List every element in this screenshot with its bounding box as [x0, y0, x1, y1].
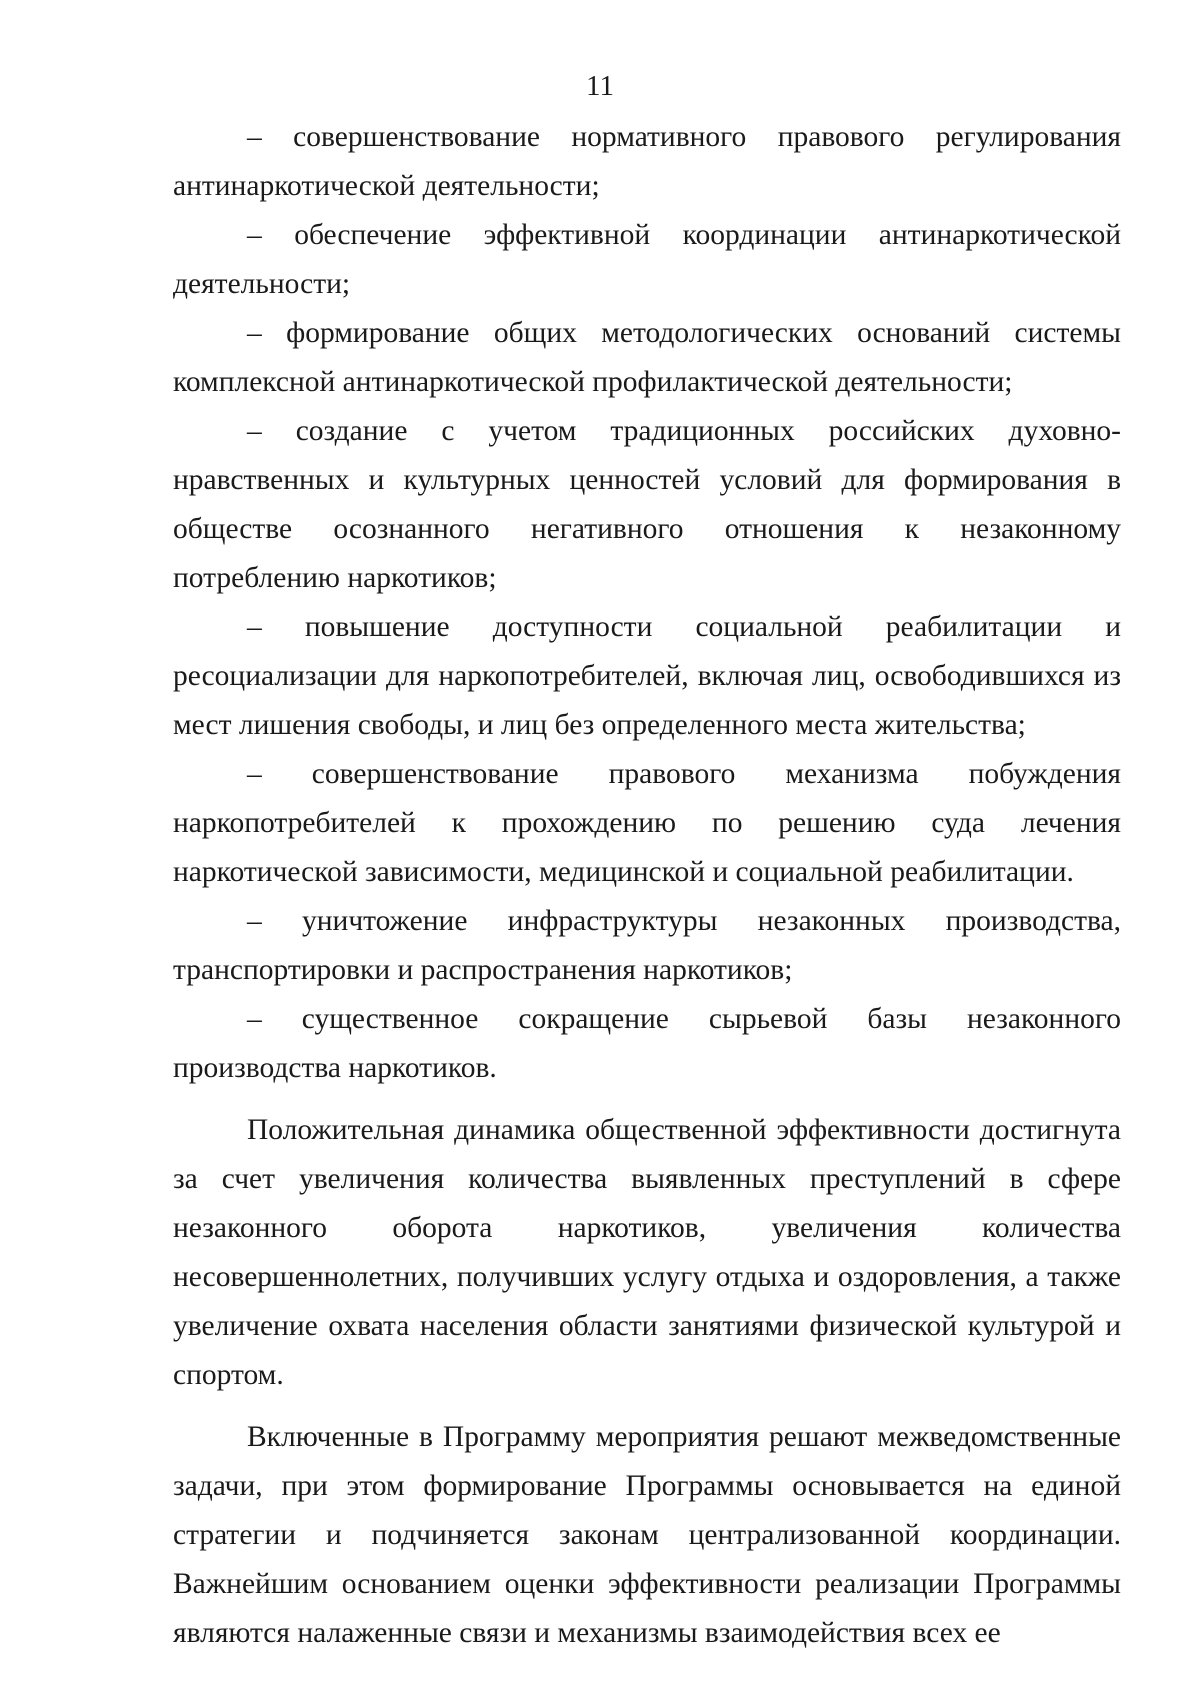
document-body [173, 113, 1121, 1658]
page-number: 11 [586, 70, 614, 102]
paragraph-raw-materials: – существенное сокращение сырьевой базы незаконного производства наркотиков. [173, 1003, 1121, 1084]
paragraph-methodology: – формирование общих методологических оснований системы комплексной антинаркотической профилактической деятельности; [173, 317, 1121, 398]
paragraph-infrastructure: – уничтожение инфраструктуры незаконных производства, транспортировки и распространения наркотиков; [173, 905, 1121, 986]
paragraph-values: – создание с учетом традиционных российских духовно-нравственных и культурных ценностей условий для формирования в обществе осознанного негативного отношения к незаконному потреблению наркотиков; [173, 415, 1121, 594]
paragraph-positive-dynamics: Положительная динамика общественной эффективности достигнута за счет увеличения количества выявленных преступлений в сфере незаконного оборота наркотиков, увеличения количества несовершеннолетних, получивших услугу отдыха и оздоровления, а также увеличение охвата населения области занятиями физической культурой и спортом. [173, 1114, 1121, 1391]
paragraph-regulation: – совершенствование нормативного правового регулирования антинаркотической деятельности; [173, 121, 1121, 202]
paragraph-legal-mechanism: – совершенствование правового механизма побуждения наркопотребителей к прохождению по решению суда лечения наркотической зависимости, медицинской и социальной реабилитации. [173, 758, 1121, 888]
paragraph-coordination: – обеспечение эффективной координации антинаркотической деятельности; [173, 219, 1121, 300]
paragraph-program-measures: Включенные в Программу мероприятия решают межведомственные задачи, при этом формирование Программы основывается на единой стратегии и подчиняется законам централизованной координации. Важнейшим основанием оценки эффективности реализации Программы являются налаженные связи и механизмы взаимодействия всех ее [173, 1421, 1121, 1649]
paragraph-rehabilitation: – повышение доступности социальной реабилитации и ресоциализации для наркопотребителей, включая лиц, освободившихся из мест лишения свободы, и лиц без определенного места жительства; [173, 611, 1121, 741]
